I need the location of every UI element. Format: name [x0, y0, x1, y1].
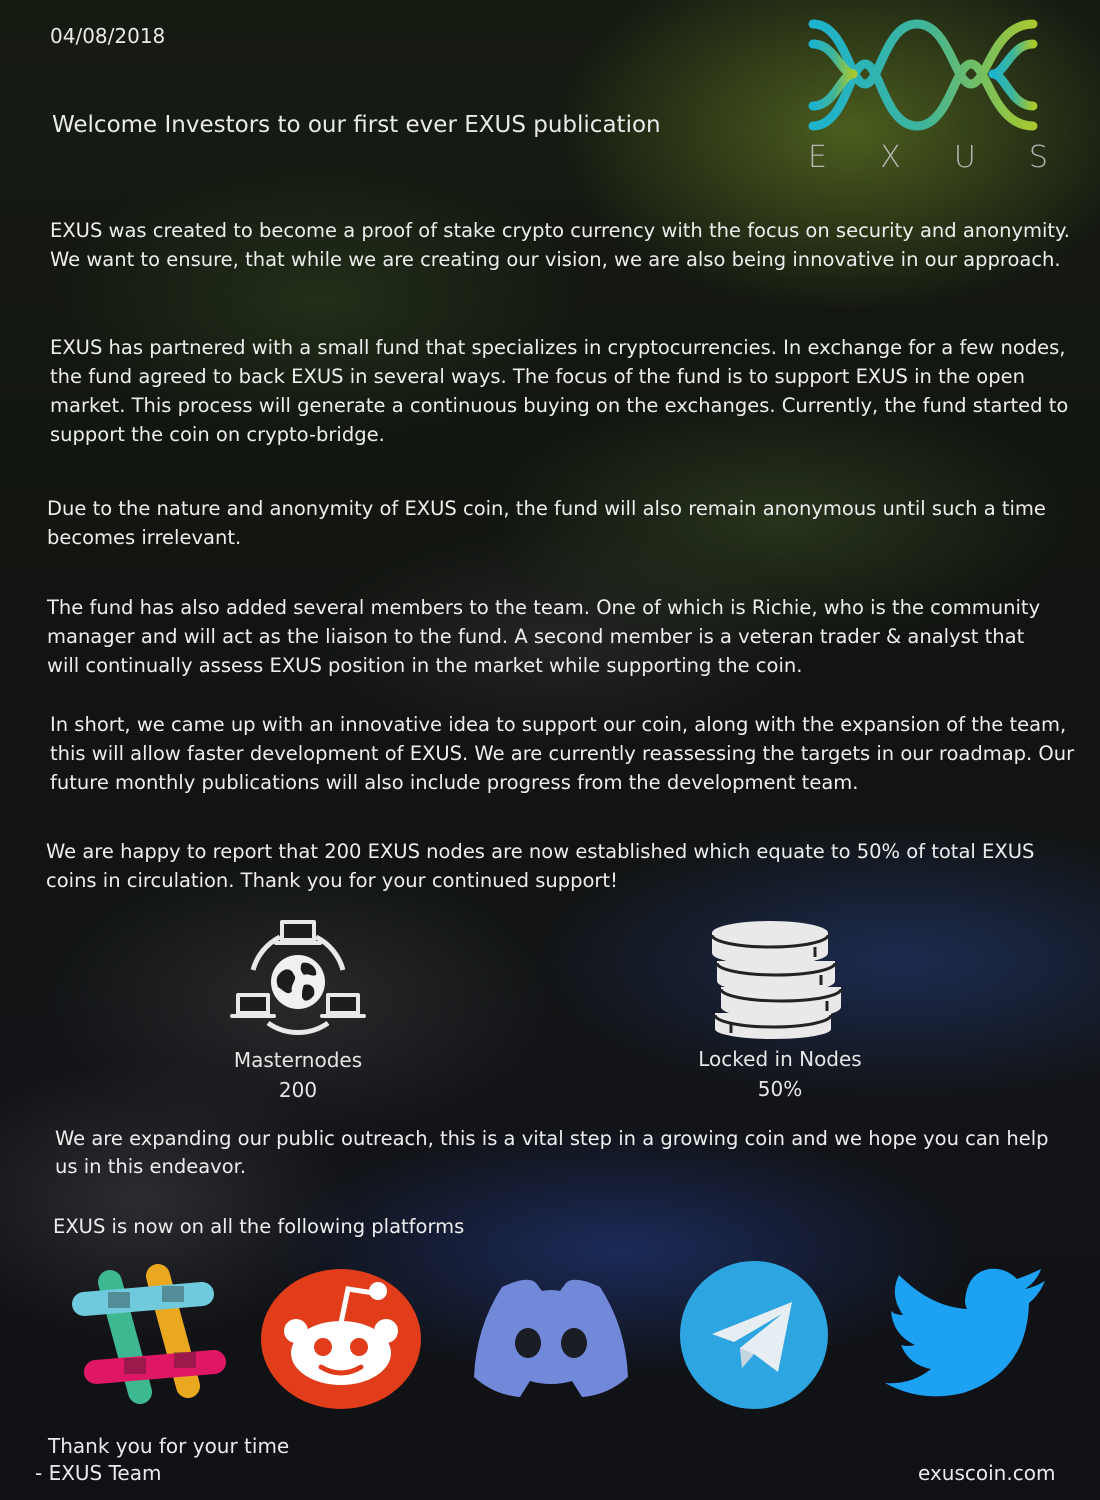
logo-wordmark	[808, 140, 1048, 175]
twitter-icon[interactable]	[885, 1265, 1047, 1400]
logo-letter: X	[880, 140, 901, 175]
stat-masternodes	[168, 1045, 428, 1105]
stat-value: 200	[278, 1078, 318, 1102]
paragraph-nodes-report: We are happy to report that 200 EXUS nodes are now established which equate to 50% of total EXUS coins in circulation. Thank you for your continued support!	[46, 840, 1035, 892]
footer-signature: - EXUS Team	[35, 1461, 162, 1485]
paragraph-fund-partnership: EXUS has partnered with a small fund that specializes in cryptocurrencies. In exchange for a few nodes, the fund agreed to back EXUS in several ways. The focus of the fund is to support EXUS in the open market. This process will generate a continuous buying on the exchanges. Currently, the fund started to support the coin on crypto-bridge.	[50, 336, 1069, 446]
stat-locked-in-nodes	[650, 1044, 910, 1104]
paragraph-outreach: We are expanding our public outreach, this is a vital step in a growing coin and we hope you can help us in this endeavor.	[55, 1127, 1049, 1178]
logo-letter: S	[1028, 140, 1048, 175]
paragraph-anonymity: Due to the nature and anonymity of EXUS coin, the fund will also remain anonymous until such a time becomes irrelevant.	[47, 497, 1046, 549]
stat-value: 50%	[757, 1077, 803, 1101]
paragraph-platforms: EXUS is now on all the following platforms	[53, 1215, 465, 1238]
discord-icon[interactable]	[472, 1273, 630, 1398]
welcome-heading: Welcome Investors to our first ever EXUS publication	[52, 112, 661, 138]
stat-label: Masternodes	[233, 1048, 363, 1072]
paragraph-summary: In short, we came up with an innovative idea to support our coin, along with the expansion of the team, this will allow faster development of EXUS. We are currently reassessing the targets in our roadmap. Our future monthly publications will also include progress from the development team.	[50, 713, 1075, 794]
logo-letter: E	[808, 140, 827, 175]
paragraph-mission: EXUS was created to become a proof of stake crypto currency with the focus on security and anonymity. We want to ensure, that while we are creating our vision, we are also being innovative in our approach.	[50, 219, 1071, 271]
stat-label: Locked in Nodes	[698, 1047, 862, 1071]
footer-thanks: Thank you for your time	[48, 1434, 290, 1458]
footer-website-link[interactable]: exuscoin.com	[918, 1461, 1056, 1485]
publication-date: 04/08/2018	[50, 24, 166, 48]
telegram-icon[interactable]	[678, 1260, 830, 1410]
reddit-icon[interactable]	[260, 1265, 422, 1410]
slack-icon[interactable]	[70, 1262, 230, 1412]
coin-stack-icon	[705, 915, 850, 1040]
paragraph-team-members: The fund has also added several members to the team. One of which is Richie, who is the community manager and will act as the liaison to the fund. A second member is a veteran trader & analyst that will continually assess EXUS position in the market while supporting the coin.	[47, 596, 1041, 677]
network-globe-icon	[218, 915, 378, 1040]
logo-letter: U	[953, 140, 976, 175]
